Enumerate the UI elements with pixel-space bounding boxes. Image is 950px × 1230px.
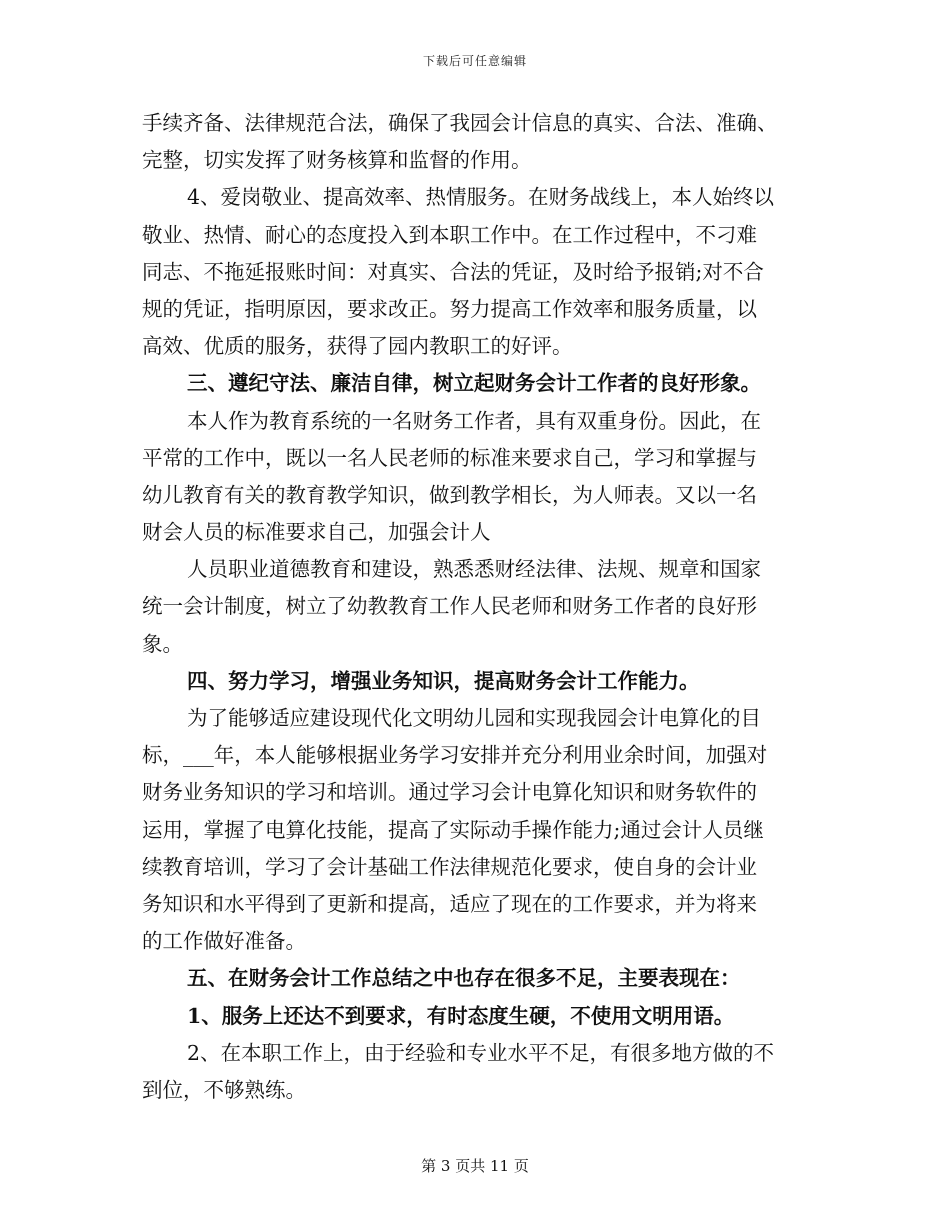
paragraph-line: 完整，切实发挥了财务核算和监督的作用。 bbox=[142, 148, 532, 173]
paragraph-line: 统一会计制度，树立了幼教教育工作人民老师和财务工作者的良好形 bbox=[142, 594, 757, 619]
document-body bbox=[142, 105, 810, 1109]
paragraph-line: 财务业务知识的学习和培训。通过学习会计电算化知识和财务软件的 bbox=[142, 780, 757, 805]
paragraph-line: 运用，掌握了电算化技能，提高了实际动手操作能力;通过会计人员继 bbox=[142, 817, 764, 842]
paragraph-line: 规的凭证，指明原因，要求改正。努力提高工作效率和服务质量，以 bbox=[142, 296, 757, 321]
section-heading-line: 五、在财务会计工作总结之中也存在很多不足，主要表现在： bbox=[187, 966, 741, 991]
paragraph-line: 人员职业道德教育和建设，熟悉悉财经法律、法规、规章和国家 bbox=[187, 557, 761, 582]
paragraph-line: 4、爱岗敬业、提高效率、热情服务。在财务战线上，本人始终以 bbox=[187, 185, 775, 210]
paragraph-line: 财会人员的标准要求自己，加强会计人 bbox=[142, 520, 491, 545]
paragraph-line: 手续齐备、法律规范合法，确保了我园会计信息的真实、合法、准确、 bbox=[142, 111, 778, 135]
paragraph-line: 2、在本职工作上，由于经验和专业水平不足，有很多地方做的不 bbox=[187, 1040, 775, 1065]
paragraph-line: 标，___年，本人能够根据业务学习安排并充分利用业余时间，加强对 bbox=[142, 743, 768, 768]
paragraph-line: 象。 bbox=[142, 631, 183, 656]
section-heading-line: 三、遵纪守法、廉洁自律，树立起财务会计工作者的良好形象。 bbox=[187, 371, 761, 396]
section-heading-line: 四、努力学习，增强业务知识，提高财务会计工作能力。 bbox=[187, 668, 700, 693]
paragraph-line: 同志、不拖延报账时间：对真实、合法的凭证，及时给予报销;对不合 bbox=[142, 259, 764, 284]
paragraph-line: 的工作做好准备。 bbox=[142, 929, 306, 954]
page-header: 下载后可任意编辑 bbox=[422, 54, 527, 68]
paragraph-line: 敬业、热情、耐心的态度投入到本职工作中。在工作过程中，不刁难 bbox=[142, 222, 757, 247]
paragraph-line: 续教育培训，学习了会计基础工作法律规范化要求，使自身的会计业 bbox=[142, 854, 757, 879]
paragraph-line: 到位，不够熟练。 bbox=[142, 1077, 306, 1102]
paragraph-line: 务知识和水平得到了更新和提高，适应了现在的工作要求，并为将来 bbox=[142, 891, 757, 916]
paragraph-line: 高效、优质的服务，获得了园内教职工的好评。 bbox=[142, 334, 573, 359]
paragraph-line: 平常的工作中，既以一名人民老师的标准来要求自己，学习和掌握与 bbox=[142, 445, 757, 470]
page-footer: 第 3 页共 11 页 bbox=[421, 1157, 529, 1175]
paragraph-line: 为了能够适应建设现代化文明幼儿园和实现我园会计电算化的目 bbox=[187, 706, 761, 730]
paragraph-line: 幼儿教育有关的教育教学知识，做到教学相长，为人师表。又以一名 bbox=[142, 482, 757, 507]
paragraph-line: 本人作为教育系统的一名财务工作者，具有双重身份。因此，在 bbox=[187, 408, 761, 433]
section-heading-line: 1、服务上还达不到要求，有时态度生硬，不使用文明用语。 bbox=[187, 1003, 735, 1028]
